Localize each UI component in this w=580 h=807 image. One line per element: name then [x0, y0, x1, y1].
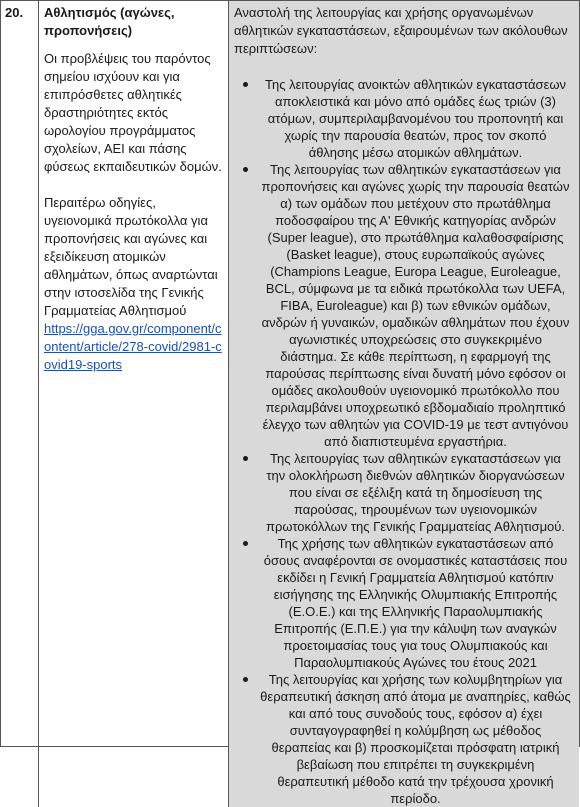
- bullet-icon: [243, 82, 248, 87]
- exception-item: Της λειτουργίας των αθλητικών εγκαταστάσεων για την ολοκλήρωση διεθνών αθλητικών διοργανώσεων που είναι σε εξέλιξη κατά τη δημοσίευση της παρούσας, τηρουμένων των υγειονομικών πρωτοκόλλων της Γενικής Γραμματείας Αθλητισμού.: [234, 450, 571, 535]
- guidelines-link[interactable]: https://gga.gov.gr/component/content/article/278-covid/2981-covid19-sports: [44, 321, 222, 372]
- row-number: 20.: [5, 5, 24, 20]
- bullet-icon: [243, 541, 248, 546]
- exception-item: Της λειτουργίας και χρήσης των κολυμβητηρίων για θεραπευτική άσκηση από άτομα με αναπηρίες, καθώς και από τους συνοδούς τους, εφόσον α) έχει συνταγογραφηθεί η κολύμβηση ως μέθοδος θεραπείας και β) προσκομίζεται πρόσφατη ιατρική βεβαίωση που επιτρέπει τη συγκεκριμένη θεραπευτική μέθοδο κατά την τρέχουσα χρονική περίοδο.: [234, 671, 571, 807]
- guidelines-text: [44, 194, 222, 374]
- activity-title: Αθλητισμός (αγώνες, προπονήσεις): [44, 5, 175, 38]
- bullet-icon: [243, 167, 248, 172]
- measures-cell: [229, 1, 579, 807]
- exception-item: Της λειτουργίας των αθλητικών εγκαταστάσεων για προπονήσεις και αγώνες χωρίς την παρουσία θεατών α) των ομάδων που μετέχουν στο πρωτάθλημα ποδοσφαίρου της Α' Εθνικής κατηγορίας ανδρών (Super league), στο πρωτάθλημα καλαθοσφαίρισης (Basket league), στους ευρωπαϊκούς αγώνες (Champions League, Europa League, Euroleague, BCL, σύμφωνα με τα ειδικά πρωτόκολλα των UEFA, FIBA, Euroleague) και β) των εθνικών ομάδων, ανδρών ή γυναικών, ομαδικών αθλημάτων που έχουν αγωνιστικές υποχρεώσεις στο συγκεκριμένο διάστημα. Σε κάθε περίπτωση, η εφαρμογή της παρούσας περίπτωσης είναι δυνατή μόνο εφόσον οι ομάδες ακολουθούν υγειονομικό πρωτόκολλο που περιλαμβάνει υποχρεωτικό εβδομαδιαίο προληπτικό έλεγχο των αθλητών για COVID-19 με τεστ αντιγόνου από διαπιστευμένα εργαστήρια.: [234, 161, 571, 450]
- bullet-icon: [243, 677, 248, 682]
- measures-intro: Αναστολή της λειτουργίας και χρήσης οργανωμένων αθλητικών εγκαταστάσεων, εξαιρουμένων των ακόλουθων περιπτώσεων:: [234, 5, 568, 56]
- guidelines-label: Περαιτέρω οδηγίες, υγειονομικά πρωτόκολλα για προπονήσεις και αγώνες και εξειδίκευση ατομικών αθλημάτων, όπως αναρτώνται στην ιστοσελίδα της Γενικής Γραμματείας Αθλητισμού: [44, 195, 218, 318]
- activity-description: Οι προβλέψεις του παρόντος σημείου ισχύουν και για επιπρόσθετες αθλητικές δραστηριότητες εκτός ωρολογίου προγράμματος σχολείων, ΑΕΙ και πάσης φύσεως εκπαιδευτικών δομών.: [44, 51, 222, 174]
- exceptions-list: [234, 76, 571, 807]
- bullet-icon: [243, 456, 248, 461]
- activity-cell: [39, 1, 229, 807]
- exception-item: Της χρήσης των αθλητικών εγκαταστάσεων από όσους αναφέρονται σε ονομαστικές καταστάσεις που εκδίδει η Γενική Γραμματεία Αθλητισμού κατόπιν εισήγησης της Ελληνικής Ολυμπιακής Επιτροπής (Ε.Ο.Ε.) και της Ελληνικής Παραολυμπιακής Επιτροπής (Ε.Π.Ε.) για την κάλυψη των αναγκών προετοιμασίας τους για τους Ολυμπιακούς και Παραολυμπιακούς Αγώνες του έτους 2021: [234, 535, 571, 671]
- exception-item: Της λειτουργίας ανοικτών αθλητικών εγκαταστάσεων αποκλειστικά και μόνο από ομάδες έως τριών (3) ατόμων, συμπεριλαμβανομένου του προπονητή και χωρίς την παρουσία θεατών, προς τον σκοπό άθλησης μέσω ατομικών αθλημάτων.: [234, 76, 571, 161]
- row-number-cell: [1, 1, 39, 807]
